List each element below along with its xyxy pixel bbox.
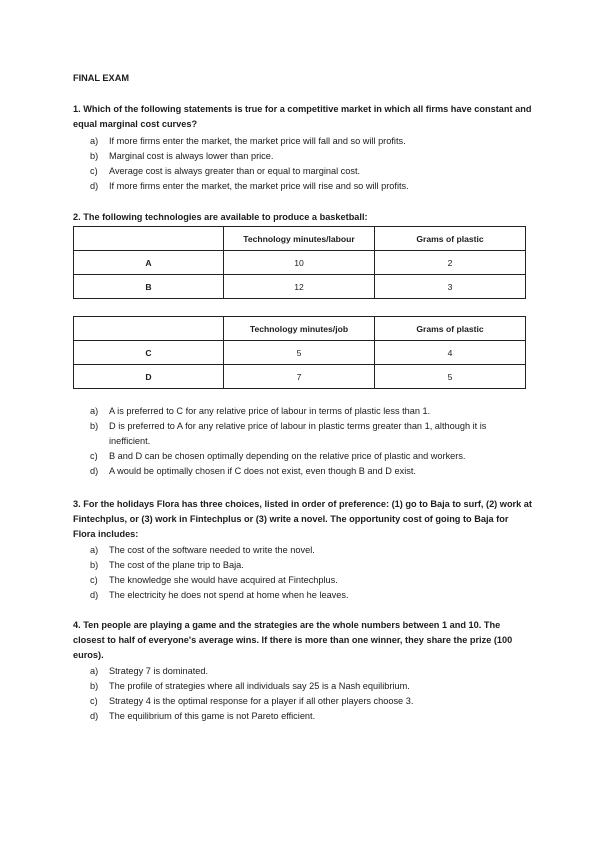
table-cell	[74, 227, 224, 251]
option-item	[73, 164, 543, 179]
question-3-text: 3. For the holidays Flora has three choices, listed in order of preference: (1) go to Baja to surf, (2) work at Fintechplus, or (3) work in Fintechplus or (3) write a novel. The opportunity cost of going to Baja for Flora includes:	[73, 499, 532, 539]
table-cell	[74, 317, 224, 341]
option-letter: c)	[90, 166, 98, 176]
table-row-label: B	[74, 275, 224, 299]
table-header-cell: Technology minutes/job	[224, 317, 375, 341]
option-text: If more firms enter the market, the market price will rise and so will profits.	[109, 181, 409, 191]
option-letter: a)	[90, 406, 99, 416]
option-text: The equilibrium of this game is not Pareto efficient.	[109, 711, 316, 721]
option-text: Marginal cost is always lower than price.	[109, 151, 274, 161]
table-header-cell: Grams of plastic	[375, 317, 526, 341]
technology-table-2	[73, 316, 526, 389]
option-text: The cost of the software needed to write the novel.	[109, 545, 315, 555]
question-2-text: 2. The following technologies are available to produce a basketball:	[73, 212, 368, 222]
option-text: D is preferred to A for any relative price of labour in plastic terms greater than 1, although it is inefficient.	[109, 421, 487, 446]
technology-table-1	[73, 226, 526, 299]
table-cell: 4	[375, 341, 526, 365]
option-text: The electricity he does not spend at home when he leaves.	[109, 590, 349, 600]
option-item	[73, 179, 543, 194]
table-row	[74, 365, 526, 389]
option-letter: a)	[90, 666, 99, 676]
table-row-label: A	[74, 251, 224, 275]
option-text: A would be optimally chosen if C does not exist, even though B and D exist.	[109, 466, 416, 476]
option-letter: a)	[90, 136, 99, 146]
option-text: The knowledge she would have acquired at Fintechplus.	[109, 575, 338, 585]
option-text: The cost of the plane trip to Baja.	[109, 560, 244, 570]
option-item	[73, 679, 543, 694]
table-cell: 2	[375, 251, 526, 275]
page-title: FINAL EXAM	[73, 73, 129, 83]
question-4-options	[73, 664, 543, 724]
table-header-row	[74, 227, 526, 251]
option-letter: b)	[90, 421, 99, 431]
question-1-options	[73, 134, 543, 194]
table-cell: 5	[375, 365, 526, 389]
option-letter: b)	[90, 151, 99, 161]
table-row	[74, 251, 526, 275]
option-letter: d)	[90, 466, 99, 476]
option-item	[73, 588, 543, 603]
option-text: Strategy 4 is the optimal response for a player if all other players choose 3.	[109, 696, 414, 706]
option-letter: d)	[90, 590, 99, 600]
option-item	[73, 449, 543, 464]
table-row	[74, 341, 526, 365]
option-letter: c)	[90, 575, 98, 585]
question-2-options	[73, 404, 543, 479]
option-text: If more firms enter the market, the market price will fall and so will profits.	[109, 136, 406, 146]
option-letter: b)	[90, 681, 99, 691]
option-item	[73, 134, 543, 149]
option-item	[73, 573, 543, 588]
option-item	[73, 558, 543, 573]
table-row	[74, 275, 526, 299]
option-text: Strategy 7 is dominated.	[109, 666, 209, 676]
option-letter: d)	[90, 711, 99, 721]
table-header-cell: Grams of plastic	[375, 227, 526, 251]
option-letter: c)	[90, 451, 98, 461]
table-header-row	[74, 317, 526, 341]
table-cell: 12	[224, 275, 375, 299]
option-text: Average cost is always greater than or equal to marginal cost.	[109, 166, 361, 176]
option-letter: d)	[90, 181, 99, 191]
option-letter: a)	[90, 545, 99, 555]
question-3-options	[73, 543, 543, 603]
table-cell: 7	[224, 365, 375, 389]
table-row-label: C	[74, 341, 224, 365]
option-item	[73, 694, 543, 709]
option-item	[73, 709, 543, 724]
option-letter: c)	[90, 696, 98, 706]
question-4-text: 4. Ten people are playing a game and the strategies are the whole numbers between 1 and 10. The closest to half of everyone's average wins. If there is more than one winner, they share the prize (100 euros).	[73, 620, 513, 660]
option-text: B and D can be chosen optimally depending on the relative price of plastic and workers.	[109, 451, 466, 461]
option-item	[73, 149, 543, 164]
table-header-cell: Technology minutes/labour	[224, 227, 375, 251]
option-item	[73, 404, 543, 419]
option-text: A is preferred to C for any relative price of labour in terms of plastic less than 1.	[109, 406, 431, 416]
option-item	[73, 419, 543, 449]
table-cell: 10	[224, 251, 375, 275]
table-cell: 5	[224, 341, 375, 365]
option-item	[73, 664, 543, 679]
option-text: The profile of strategies where all individuals say 25 is a Nash equilibrium.	[109, 681, 410, 691]
option-item	[73, 543, 543, 558]
question-1-text: 1. Which of the following statements is true for a competitive market in which all firms have constant and equal marginal cost curves?	[73, 104, 532, 129]
option-letter: b)	[90, 560, 99, 570]
option-item	[73, 464, 543, 479]
table-cell: 3	[375, 275, 526, 299]
table-row-label: D	[74, 365, 224, 389]
